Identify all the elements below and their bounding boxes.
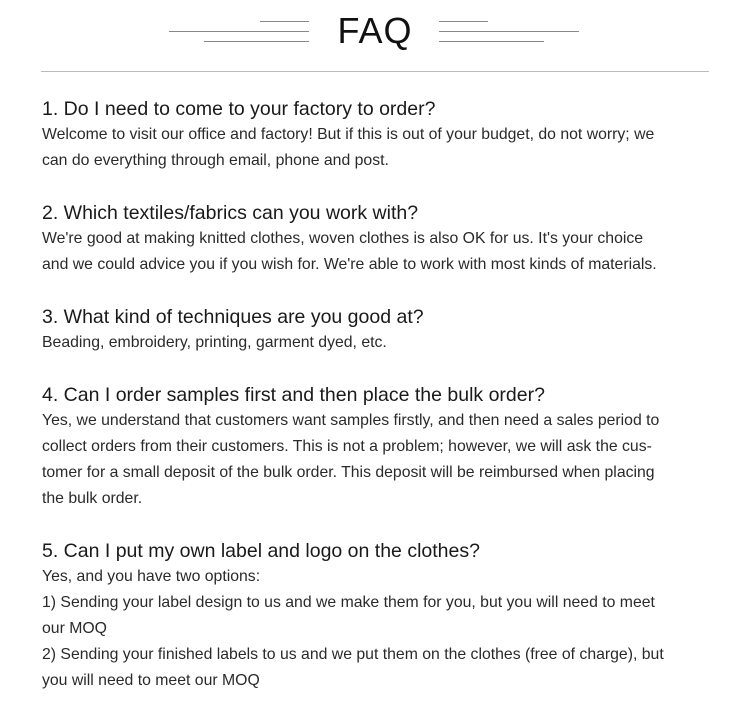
faq-question: 2. Which textiles/fabrics can you work with? [42,202,419,224]
faq-question: 1. Do I need to come to your factory to order? [42,98,436,120]
faq-item [42,200,712,278]
faq-answer-line: 2) Sending your finished labels to us and we put them on the clothes (free of charge), but [42,646,664,663]
faq-answer-line: 1) Sending your label design to us and we make them for you, but you will need to meet [42,594,655,611]
faq-answer-line: Yes, we understand that customers want samples firstly, and then need a sales period to [42,412,660,429]
page-title: FAQ [337,10,413,51]
faq-question: 3. What kind of techniques are you good at? [42,306,424,328]
faq-answer-line: tomer for a small deposit of the bulk order. This deposit will be reimbursed when placing [42,464,655,481]
faq-answer-line: the bulk order. [42,490,143,507]
faq-answer-line: collect orders from their customers. This is not a problem; however, we will ask the cus- [42,438,652,455]
faq-answer-line: and we could advice you if you wish for. We're able to work with most kinds of materials. [42,256,657,273]
faq-list [42,96,712,720]
faq-question: 5. Can I put my own label and logo on the clothes? [42,540,480,562]
faq-item [42,304,712,356]
header-decor-line [439,41,544,42]
faq-answer-line: our MOQ [42,620,107,637]
faq-answer-line: Beading, embroidery, printing, garment dyed, etc. [42,334,387,351]
faq-question: 4. Can I order samples first and then place the bulk order? [42,384,545,406]
faq-answer-line: you will need to meet our MOQ [42,672,260,689]
header-divider [41,71,709,72]
faq-item [42,96,712,174]
faq-item [42,382,712,512]
faq-answer-line: Yes, and you have two options: [42,568,261,585]
faq-header [0,0,750,72]
header-decor-line [439,31,579,32]
faq-answer-line: can do everything through email, phone and post. [42,152,389,169]
faq-answer-line: We're good at making knitted clothes, woven clothes is also OK for us. It's your choice [42,230,644,247]
faq-answer-line: Welcome to visit our office and factory! But if this is out of your budget, do not worry; we [42,126,655,143]
header-decor-line [439,21,488,22]
faq-item [42,538,712,694]
